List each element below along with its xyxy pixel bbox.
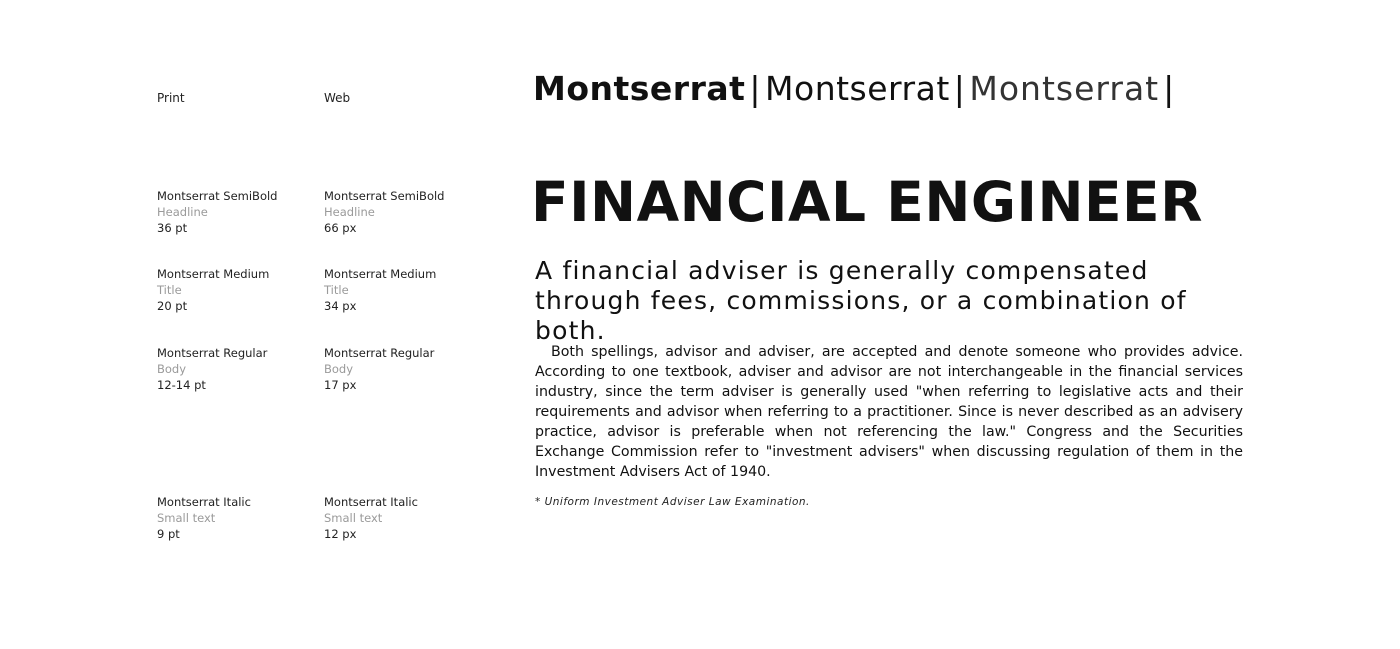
spec-font-name: Montserrat Medium [157,267,270,281]
spec-size: 36 pt [157,221,188,235]
spec-print-body [157,345,267,393]
specimen-separator: | [1163,69,1175,108]
spec-print-title [157,266,269,314]
web-column-label: Web [324,91,351,105]
spec-font-name: Montserrat SemiBold [157,189,278,203]
spec-size: 66 px [324,221,357,235]
spec-role: Title [157,283,182,297]
title-sample: A financial adviser is generally compensated through fees, commissions, or a combination of both. [535,256,1187,345]
specimen-semibold: Montserrat [533,69,746,108]
spec-font-name: Montserrat SemiBold [324,189,445,203]
spec-size: 12-14 pt [157,378,206,392]
spec-web-headline [324,188,444,236]
spec-size: 9 pt [157,527,180,541]
font-weight-specimen [533,68,1179,110]
spec-role: Body [157,362,187,376]
spec-size: 17 px [324,378,357,392]
spec-size: 20 pt [157,299,188,313]
print-column-label: Print [157,91,185,105]
spec-role: Small text [157,511,216,525]
spec-size: 12 px [324,527,357,541]
spec-size: 34 px [324,299,357,313]
specimen-medium: Montserrat [765,69,950,108]
small-text-sample: * Uniform Investment Adviser Law Examination. [535,496,810,508]
spec-font-name: Montserrat Medium [324,267,437,281]
spec-web-body [324,345,434,393]
spec-font-name: Montserrat Italic [157,495,251,509]
spec-web-title [324,266,436,314]
spec-role: Headline [157,205,208,219]
spec-web-small [324,494,418,542]
specimen-regular: Montserrat [969,69,1160,108]
body-sample: Both spellings, advisor and adviser, are accepted and denote someone who provides advice. According to one textbook, adviser and advisor are not interchangeable in the financial services industry, since the term adviser is generally used "when referring to legislative acts and their requirements and advisor when referring to a practitioner. Since is never described as an advisery practice, advisor is preferable when not referencing the law." Congress and the Securities Exchange Commission refer to "investment advisers" when discussing regulation of them in the Investment Advisers Act of 1940. [535,344,1243,480]
spec-font-name: Montserrat Italic [324,495,418,509]
spec-font-name: Montserrat Regular [324,346,435,360]
headline-sample: FINANCIAL ENGINEER [531,170,1203,234]
specimen-separator: | [749,69,762,108]
spec-role: Small text [324,511,383,525]
specimen-separator: | [953,69,966,108]
spec-role: Headline [324,205,375,219]
spec-font-name: Montserrat Regular [157,346,268,360]
spec-print-small [157,494,251,542]
spec-print-headline [157,188,277,236]
spec-role: Title [324,283,349,297]
spec-role: Body [324,362,354,376]
